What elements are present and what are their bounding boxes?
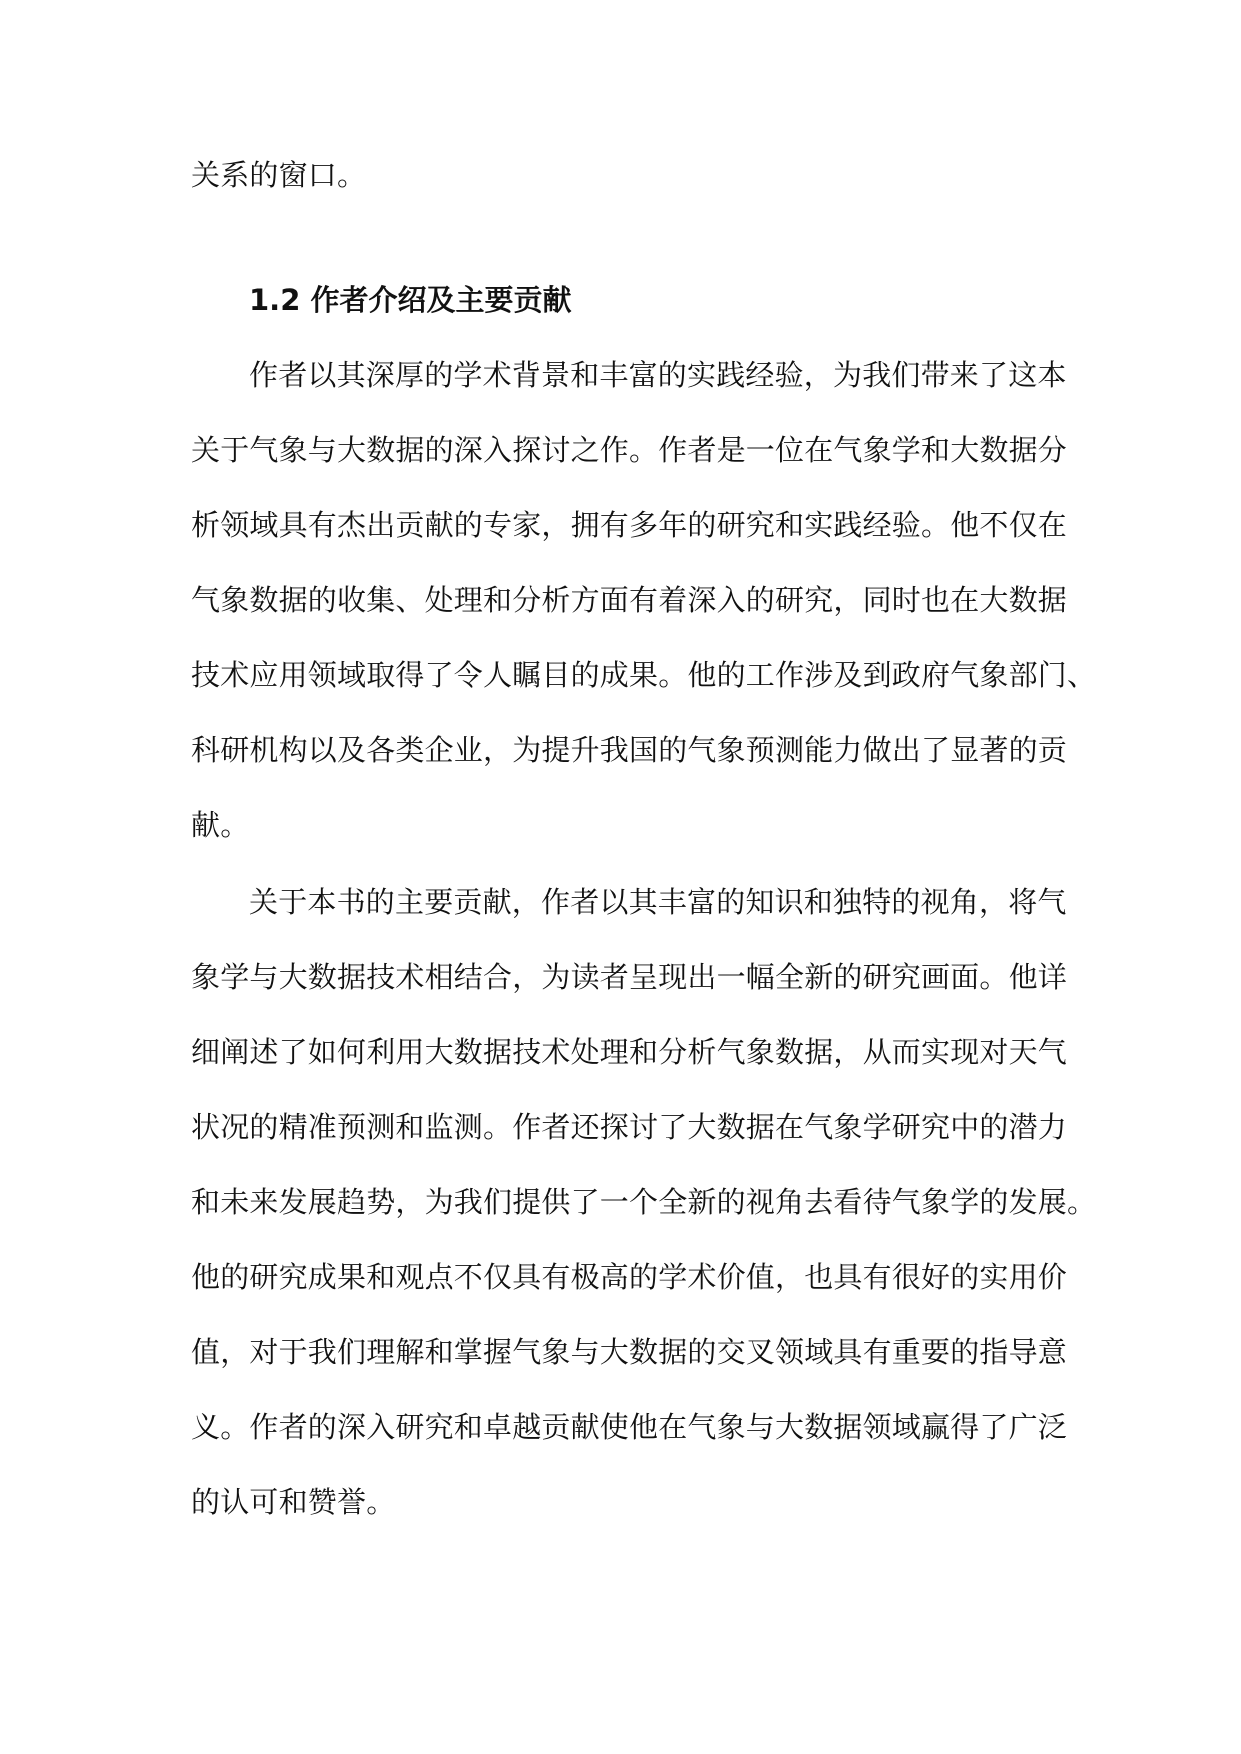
paragraph-2 bbox=[191, 865, 1097, 1540]
paragraph-line: 作者以其深厚的学术背景和丰富的实践经验，为我们带来了这本 bbox=[249, 358, 1067, 392]
paragraph-line: 关于气象与大数据的深入探讨之作。作者是一位在气象学和大数据分 bbox=[191, 433, 1068, 467]
paragraph-line: 象学与大数据技术相结合，为读者呈现出一幅全新的研究画面。他详 bbox=[191, 960, 1068, 994]
paragraph-line: 细阐述了如何利用大数据技术处理和分析气象数据，从而实现对天气 bbox=[191, 1035, 1068, 1069]
leading-fragment: 关系的窗口。 bbox=[191, 158, 367, 192]
paragraph-line: 义。作者的深入研究和卓越贡献使他在气象与大数据领域赢得了广泛 bbox=[191, 1410, 1068, 1444]
paragraph-line: 科研机构以及各类企业，为提升我国的气象预测能力做出了显著的贡 bbox=[191, 733, 1068, 767]
paragraph-line: 和未来发展趋势，为我们提供了一个全新的视角去看待气象学的发展。 bbox=[191, 1185, 1097, 1219]
paragraph-line: 技术应用领域取得了令人瞩目的成果。他的工作涉及到政府气象部门、 bbox=[191, 658, 1097, 692]
paragraph-line: 他的研究成果和观点不仅具有极高的学术价值，也具有很好的实用价 bbox=[191, 1260, 1068, 1294]
paragraph-line: 献。 bbox=[191, 808, 250, 842]
paragraph-line: 析领域具有杰出贡献的专家，拥有多年的研究和实践经验。他不仅在 bbox=[191, 508, 1068, 542]
page-content bbox=[191, 138, 1097, 1540]
paragraph-line: 状况的精准预测和监测。作者还探讨了大数据在气象学研究中的潜力 bbox=[191, 1110, 1068, 1144]
paragraph-line: 关于本书的主要贡献，作者以其丰富的知识和独特的视角，将气 bbox=[249, 885, 1067, 919]
paragraph-line: 的认可和赞誉。 bbox=[191, 1485, 396, 1519]
paragraph-1 bbox=[191, 338, 1097, 863]
paragraph-line: 值，对于我们理解和掌握气象与大数据的交叉领域具有重要的指导意 bbox=[191, 1335, 1068, 1369]
section-heading: 1.2 作者介绍及主要贡献 bbox=[249, 283, 572, 317]
paragraph-line: 气象数据的收集、处理和分析方面有着深入的研究，同时也在大数据 bbox=[191, 583, 1068, 617]
